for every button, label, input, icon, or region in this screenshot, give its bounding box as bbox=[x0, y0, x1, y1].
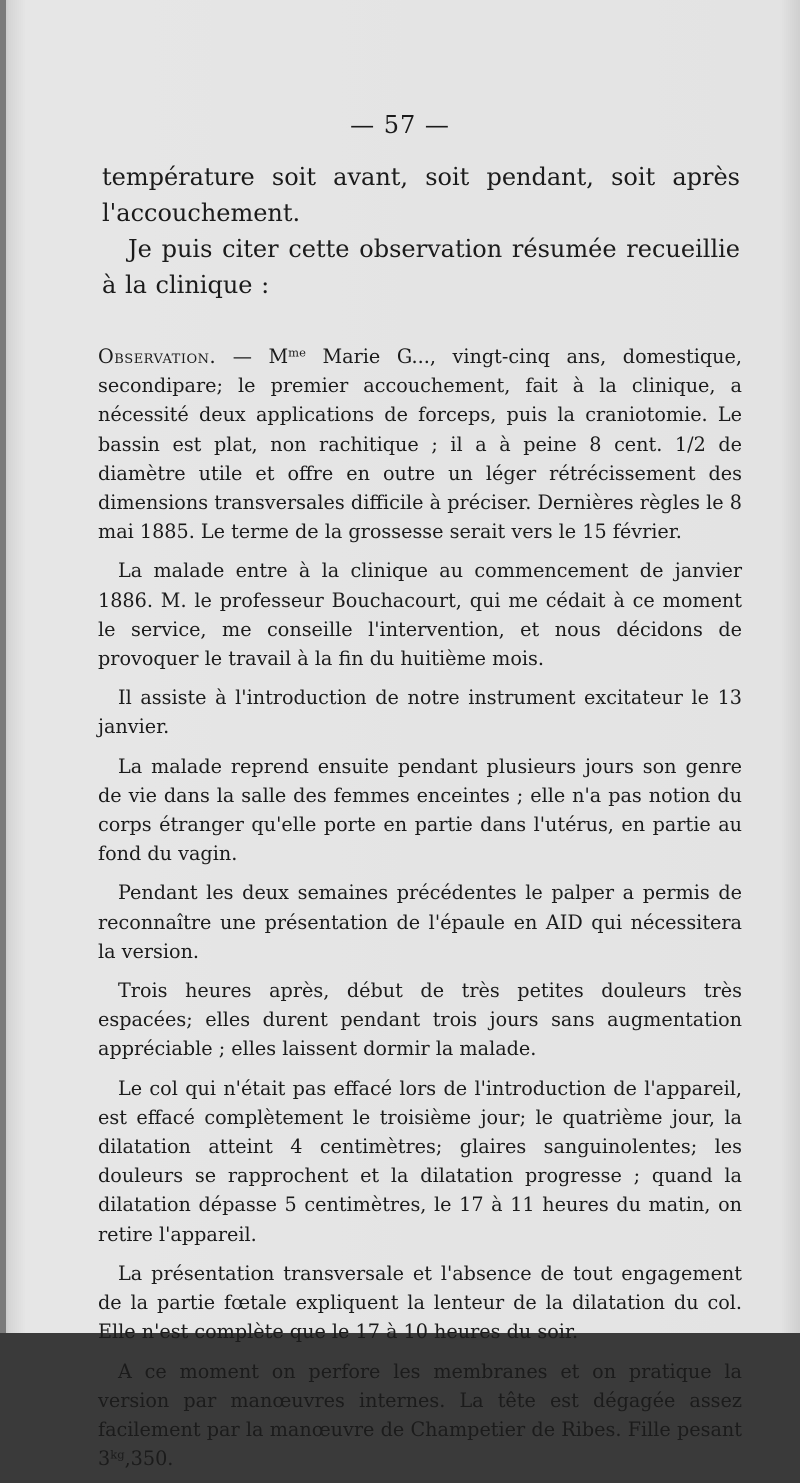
observation-paragraph bbox=[98, 1357, 742, 1474]
page-number: — 57 — bbox=[350, 111, 450, 139]
observation-section bbox=[98, 342, 742, 1483]
observation-paragraph: La présentation transversale et l'absence de tout engagement de la partie fœtale expliquent la lenteur de la dilatation du col. Elle n'est complète que le 17 à 10 heures du soir. bbox=[98, 1261, 742, 1344]
observation-paragraph bbox=[98, 342, 742, 546]
superscript-kg: kg bbox=[110, 1447, 125, 1462]
observation-paragraph: Il assiste à l'introduction de notre instrument excitateur le 13 janvier. bbox=[98, 686, 742, 739]
observation-paragraph: Pendant les deux semaines précédentes le palper a permis de reconnaître une présentation de l'épaule en AID qui nécessitera la version. bbox=[98, 881, 742, 963]
observation-heading: Observation. bbox=[98, 345, 217, 368]
page-spine-shadow bbox=[0, 0, 6, 1333]
last-paragraph-weight: ,350. bbox=[124, 1447, 174, 1471]
observation-paragraph: Le col qui n'était pas effacé lors de l'introduction de l'appareil, est effacé complètement le troisième jour; le quatrième jour, la dilatation atteint 4 centimètres; glaires sanguinolentes; les douleurs se rapprochent et la dilatation progresse ; quand la dilatation dépasse 5 centimètres, le 17 à 11 heures du matin, on retire l'appareil. bbox=[98, 1076, 742, 1246]
observation-dash: — M bbox=[216, 345, 289, 368]
intro-paragraph: Je puis citer cette observation résumée recueillie à la clinique : bbox=[102, 235, 740, 299]
superscript-me: me bbox=[288, 345, 306, 360]
observation-paragraph: La malade entre à la clinique au commencement de janvier 1886. M. le professeur Bouchacourt, qui me cédait à ce moment le service, me conseille l'intervention, et nous décidons de provoquer le travail à la fin du huitième mois. bbox=[98, 559, 742, 671]
intro-paragraph: température soit avant, soit pendant, soit après l'accouchement. bbox=[102, 163, 740, 227]
observation-first-text: Marie G..., vingt-cinq ans, domestique, secondipare; le premier accouchement, fait à la clinique, a nécessité deux applications de forceps, puis la craniotomie. Le bassin est plat, non rachitique ; il a à peine 8 cent. 1/2 de diamètre utile et offre en outre un léger rétrécissement des dimensions transversales difficile à préciser. Dernières règles le 8 mai 1885. Le terme de la grossesse serait vers le 15 février. bbox=[98, 345, 742, 544]
observation-paragraph: Trois heures après, début de très petites douleurs très espacées; elles durent pendant trois jours sans augmentation appréciable ; elles laissent dormir la malade. bbox=[98, 979, 742, 1061]
observation-paragraph: La malade reprend ensuite pendant plusieurs jours son genre de vie dans la salle des femmes enceintes ; elle n'a pas notion du corps étranger qu'elle porte en partie dans l'utérus, en partie au fond du vagin. bbox=[98, 754, 742, 866]
intro-text bbox=[102, 159, 740, 303]
last-paragraph-text: A ce moment on perfore les membranes et on pratique la version par manœuvres internes. La tête est dégagée assez facilement par la manœuvre de Champetier de Ribes. Fille pesant 3 bbox=[98, 1359, 742, 1471]
